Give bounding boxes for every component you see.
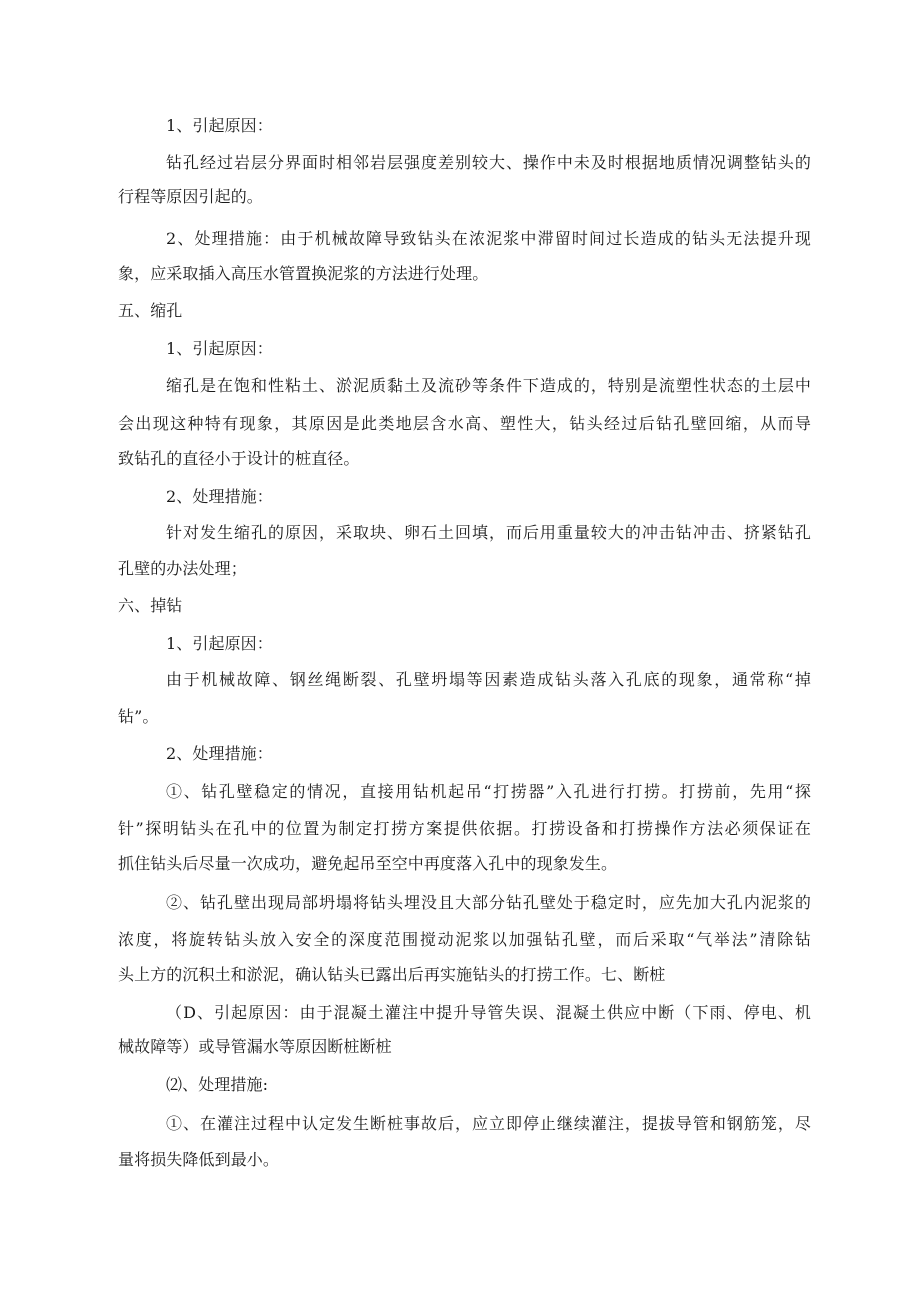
text-line: ①、在灌注过程中认定发生断桩事故后，应立即停止继续灌注，提拔导管和钢筋笼，尽 xyxy=(166,1114,811,1133)
text-line: 会出现这种特有现象，其原因是此类地层含水高、塑性大，钻头经过后钻孔壁回缩，从而导 xyxy=(118,414,811,433)
text-line: 量将损失降低到最小。 xyxy=(118,1150,280,1169)
text-line: 械故障等）或导管漏水等原因断桩断桩 xyxy=(118,1037,392,1056)
section-heading: 六、掉钻 xyxy=(118,596,183,615)
text-line: 头上方的沉积土和淤泥，确认钻头已露出后再实施钻头的打捞工作。七、断桩 xyxy=(118,965,666,984)
text-line: 针对发生缩孔的原因，采取块、卵石土回填，而后用重量较大的冲击钻冲击、挤紧钻孔 xyxy=(166,523,811,542)
text-line: 钻”。 xyxy=(118,707,159,726)
text-line: ②、钻孔壁出现局部坍塌将钻头埋没且大部分钻孔壁处于稳定时，应先加大孔内泥浆的 xyxy=(166,893,811,912)
text-line: 2、处理措施： xyxy=(166,744,273,763)
text-line: 1、引起原因： xyxy=(166,339,273,358)
text-line: 钻孔经过岩层分界面时相邻岩层强度差别较大、操作中未及时根据地质情况调整钻头的 xyxy=(166,153,811,172)
text-line: 针”探明钻头在孔中的位置为制定打捞方案提供依据。打捞设备和打捞操作方法必须保证在 xyxy=(118,819,811,838)
text-line: （D、引起原因：由于混凝土灌注中提升导管失误、混凝土供应中断（下雨、停电、机 xyxy=(166,1003,811,1022)
text-line: 2、处理措施： xyxy=(166,487,273,506)
text-line: ⑵、处理措施: xyxy=(166,1075,269,1094)
text-line: 致钻孔的直径小于设计的桩直径。 xyxy=(118,449,360,468)
text-line: 2、处理措施：由于机械故障导致钻头在浓泥浆中滞留时间过长造成的钻头无法提升现 xyxy=(166,229,811,248)
section-heading: 五、缩孔 xyxy=(118,301,183,320)
text-line: 孔壁的办法处理； xyxy=(118,559,247,578)
text-line: 浓度，将旋转钻头放入安全的深度范围搅动泥浆以加强钻孔壁，而后采取“气举法”清除钻 xyxy=(118,930,811,949)
text-line: ①、钻孔壁稳定的情况，直接用钻机起吊“打捞器”入孔进行打捞。打捞前，先用“探 xyxy=(166,782,811,801)
text-line: 由于机械故障、钢丝绳断裂、孔壁坍塌等因素造成钻头落入孔底的现象，通常称“掉 xyxy=(166,670,811,689)
text-line: 抓住钻头后尽量一次成功，避免起吊至空中再度落入孔中的现象发生。 xyxy=(118,854,618,873)
text-line: 象，应采取插入高压水管置换泥浆的方法进行处理。 xyxy=(118,264,489,283)
text-line: 1、引起原因： xyxy=(166,634,273,653)
text-line: 1、引起原因： xyxy=(166,116,273,135)
text-line: 缩孔是在饱和性粘土、淤泥质黏土及流砂等条件下造成的，特别是流塑性状态的土层中 xyxy=(166,376,811,395)
text-line: 行程等原因引起的。 xyxy=(118,187,263,206)
